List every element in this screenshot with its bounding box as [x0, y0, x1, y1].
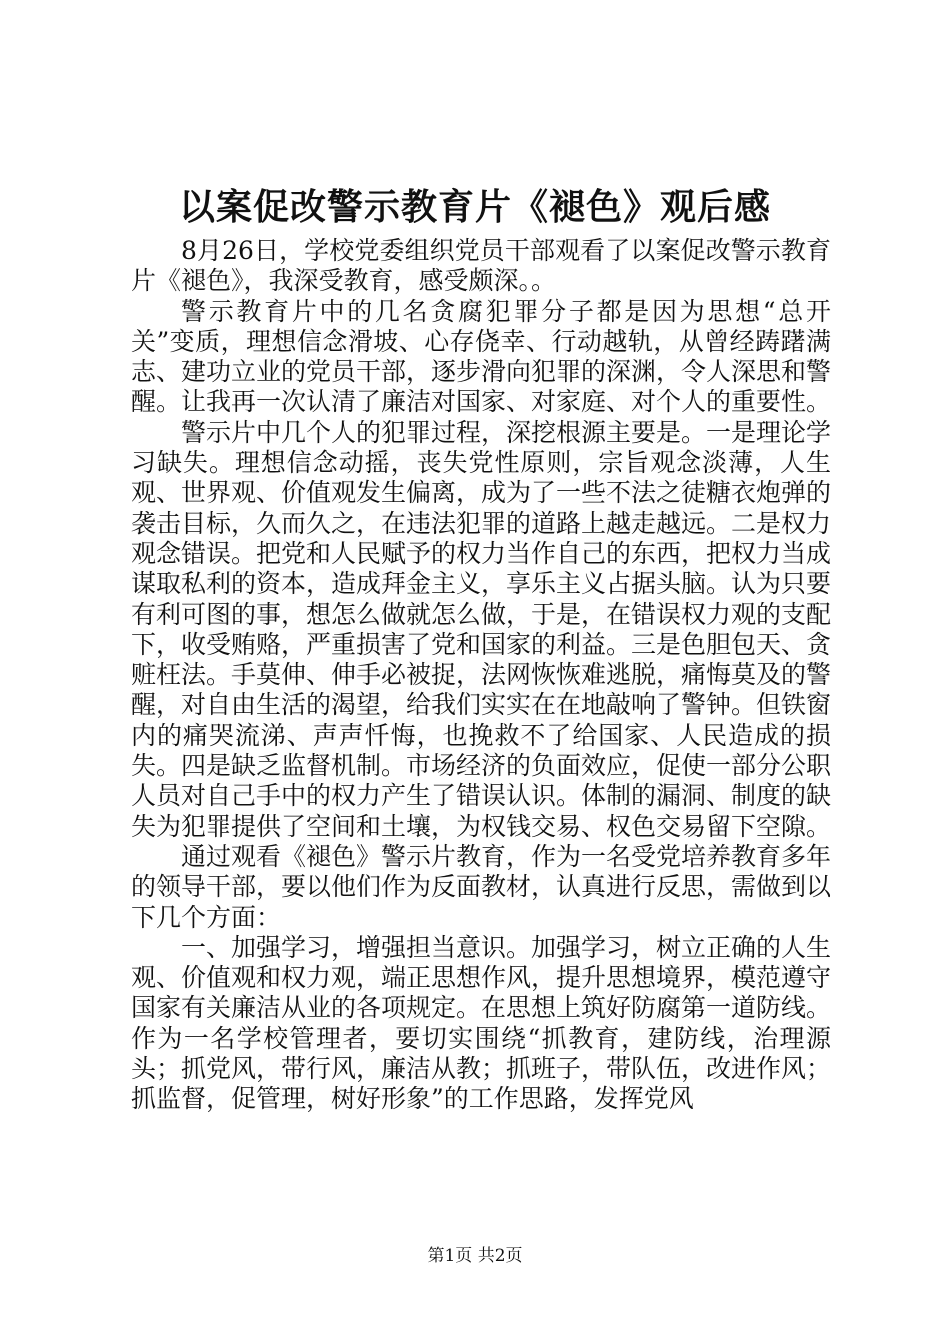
- paragraph-reflection: 警示教育片中的几名贪腐犯罪分子都是因为思想“总开关”变质，理想信念滑坡、心存侥幸、行动越轨，从曾经踌躇满志、建功立业的党员干部，逐步滑向犯罪的深渊，令人深思和警醒。让我再一次认清了廉洁对国家、对家庭、对个人的重要性。: [131, 296, 832, 417]
- page-footer: 第1页 共2页: [427, 1246, 523, 1266]
- paragraph-point-one: 一、加强学习，增强担当意识。加强学习，树立正确的人生观、价值观和权力观，端正思想作风，提升思想境界，模范遵守国家有关廉洁从业的各项规定。在思想上筑好防腐第一道防线。作为一名学校管理者，要切实围绕“抓教育，建防线，治理源头；抓党风，带行风，廉洁从教；抓班子，带队伍，改进作风；抓监督，促管理，树好形象”的工作思路，发挥党风: [131, 932, 832, 1114]
- document-body: [131, 236, 831, 1115]
- paragraph-lessons: 通过观看《褪色》警示片教育，作为一名受党培养教育多年的领导干部，要以他们作为反面教材，认真进行反思，需做到以下几个方面：: [131, 841, 832, 932]
- paragraph-intro: 8月26日，学校党委组织党员干部观看了以案促改警示教育片《褪色》，我深受教育，感受颇深。。: [131, 236, 831, 296]
- paragraph-root-causes: 警示片中几个人的犯罪过程，深挖根源主要是。一是理论学习缺失。理想信念动摇，丧失党性原则，宗旨观念淡薄，人生观、世界观、价值观发生偏离，成为了一些不法之徒糖衣炮弹的袭击目标，久而久之，在违法犯罪的道路上越走越远。二是权力观念错误。把党和人民赋予的权力当作自己的东西，把权力当成谋取私利的资本，造成拜金主义，享乐主义占据头脑。认为只要有利可图的事，想怎么做就怎么做，于是，在错误权力观的支配下，收受贿赂，严重损害了党和国家的利益。三是色胆包天、贪赃枉法。手莫伸、伸手必被捉，法网恢恢难逃脱，痛悔莫及的警醒，对自由生活的渴望，给我们实实在在地敲响了警钟。但铁窗内的痛哭流涕、声声忏悔，也挽救不了给国家、人民造成的损失。四是缺乏监督机制。市场经济的负面效应，促使一部分公职人员对自己手中的权力产生了错误认识。体制的漏洞、制度的缺失为犯罪提供了空间和土壤，为权钱交易、权色交易留下空隙。: [131, 417, 832, 841]
- document-title: 以案促改警示教育片《褪色》观后感: [178, 186, 771, 228]
